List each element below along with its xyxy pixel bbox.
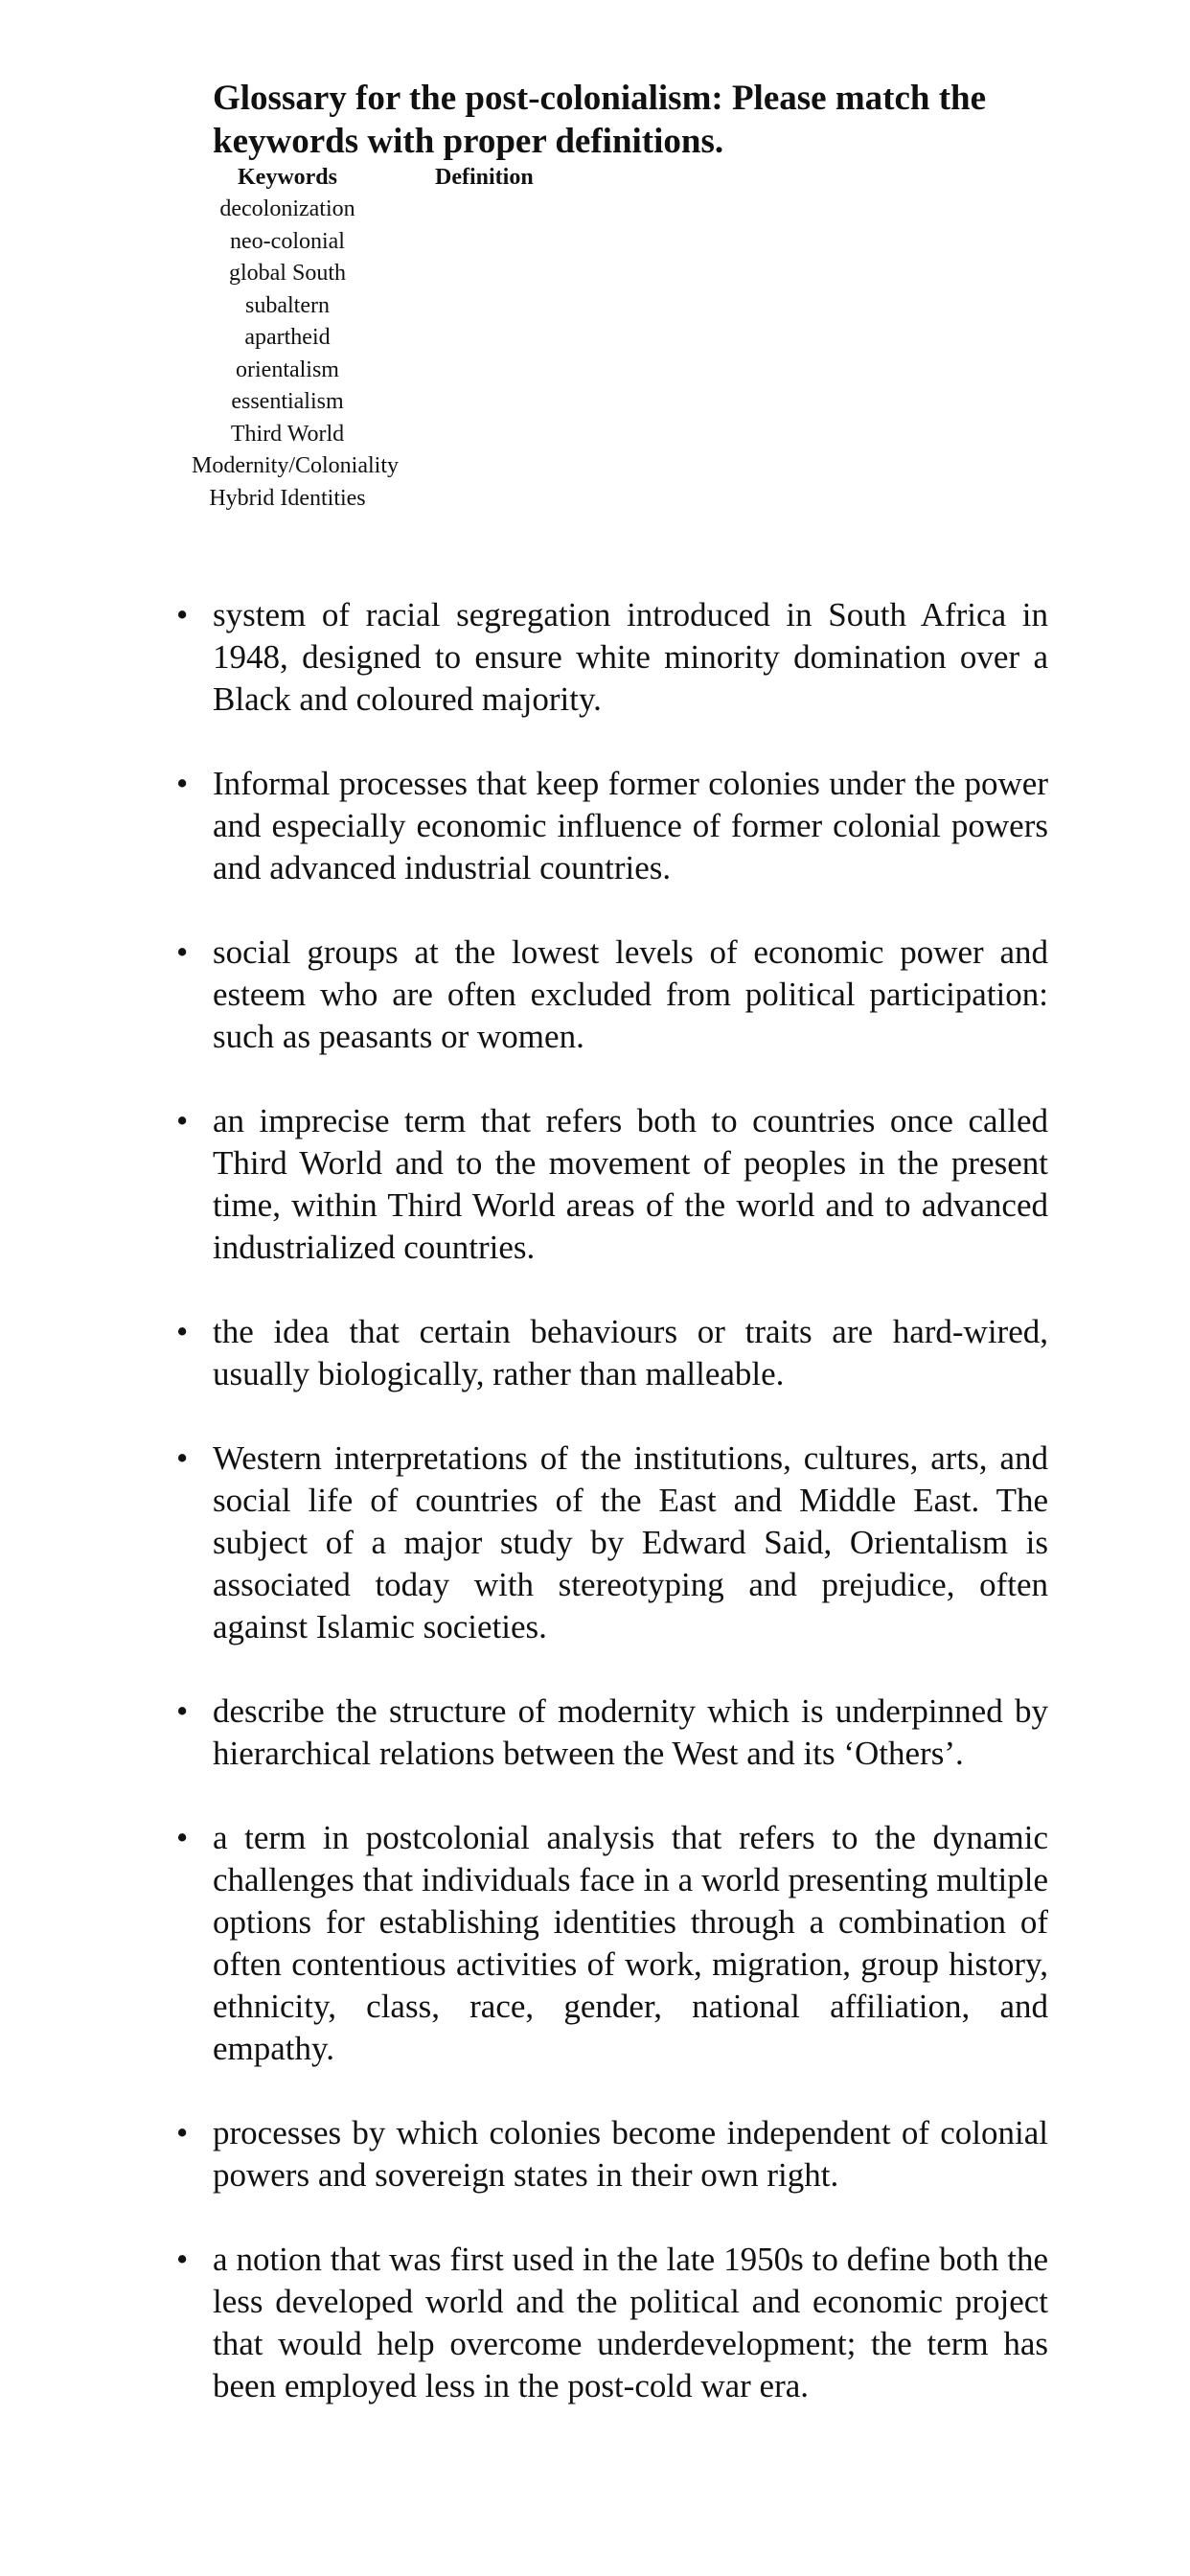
definition-item [176,763,1048,889]
definition-text: Informal processes that keep former colonies under the power and especially economic influence of former colonial powers and advanced industrial countries. [213,765,1048,886]
definition-item [176,1100,1048,1269]
definition-text: the idea that certain behaviours or traits are hard-wired, usually biologically, rather than malleable. [213,1313,1048,1392]
definition-text: social groups at the lowest levels of economic power and esteem who are often excluded from political participation: such as peasants or women. [213,933,1048,1055]
keyword-item: neo-colonial [230,228,345,254]
page-title: Glossary for the post-colonialism: Please match the keywords with proper definitions. [213,79,987,161]
keyword-item: orientalism [236,356,339,382]
definition-text: a notion that was first used in the late 1950s to define both the less developed world and the political and economic project that would help overcome underdevelopment; the term has been employed less in the post-cold war era. [213,2241,1048,2404]
keyword-list [192,194,399,515]
definition-text: Western interpretations of the institutions, cultures, arts, and social life of countries of the East and Middle East. The subject of a major study by Edward Said, Orientalism is associated today with stereotyping and prejudice, often against Islamic societies. [213,1439,1048,1645]
definition-text: system of racial segregation introduced in South Africa in 1948, designed to ensure white minority domination over a Black and coloured majority. [213,596,1048,718]
definition-item [176,1690,1048,1775]
definition-item [176,1438,1048,1648]
keyword-item: Hybrid Identities [209,485,366,511]
bullet-icon: • [176,596,189,633]
bullet-icon: • [176,2114,189,2151]
bullet-icon: • [176,765,189,802]
definition-item [176,594,1048,721]
definition-item [176,2239,1048,2407]
bullet-icon: • [176,2241,189,2278]
keywords-column-header: Keywords [238,165,337,190]
definition-item [176,1311,1048,1395]
keyword-item: decolonization [219,196,355,221]
definition-item [176,1817,1048,2070]
definition-list [176,594,1048,2450]
definition-item [176,932,1048,1058]
bullet-icon: • [176,933,189,971]
definition-text: processes by which colonies become independent of colonial powers and sovereign states in their own right. [213,2114,1048,2194]
keyword-item: essentialism [231,389,344,414]
keyword-item: apartheid [244,325,331,350]
definition-column-header: Definition [435,165,534,190]
definition-text: an imprecise term that refers both to countries once called Third World and to the movement of peoples in the present time, within Third World areas of the world and to advanced industrialized countries. [213,1102,1048,1266]
bullet-icon: • [176,1439,189,1477]
bullet-icon: • [176,1102,189,1139]
bullet-icon: • [176,1819,189,1856]
bullet-icon: • [176,1692,189,1730]
definition-text: describe the structure of modernity which is underpinned by hierarchical relations between the West and its ‘Others’. [213,1692,1048,1772]
definition-text: a term in postcolonial analysis that refers to the dynamic challenges that individuals face in a world presenting multiple options for establishing identities through a combination of often contentious activities of work, migration, group history, ethnicity, class, race, gender, national affiliation, and empathy. [213,1819,1048,2067]
keyword-item: global South [228,261,346,286]
keyword-item: subaltern [245,292,330,318]
keyword-item: Modernity/Coloniality [192,453,399,478]
bullet-icon: • [176,1313,189,1350]
keyword-item: Third World [230,421,345,447]
definition-item [176,2112,1048,2196]
